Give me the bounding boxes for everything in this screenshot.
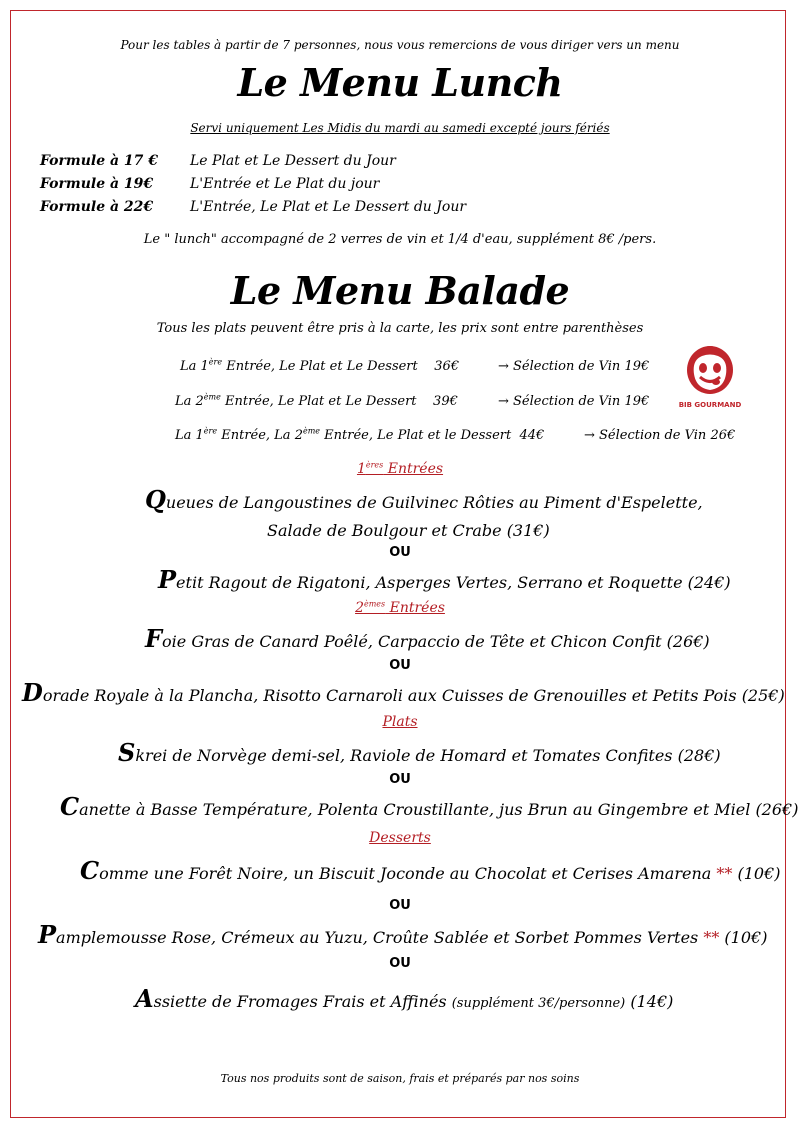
formula-label: Formule à 17 €	[40, 153, 159, 169]
svg-text:BIB GOURMAND: BIB GOURMAND	[678, 401, 742, 409]
dish-line: Petit Ragout de Rigatoni, Asperges Vertes, Serrano et Roquette (24€)	[158, 565, 731, 594]
dish-line: Skrei de Norvège demi-sel, Raviole de Homard et Tomates Confites (28€)	[118, 738, 721, 767]
separator-ou: OU	[389, 956, 411, 971]
dish-line: Pamplemousse Rose, Crémeux au Yuzu, Croûte Sablée et Sorbet Pommes Vertes ** (10€)	[38, 920, 768, 949]
balade-title: Le Menu Balade	[230, 268, 570, 313]
balade-subtitle: Tous les plats peuvent être pris à la carte, les prix sont entre parenthèses	[156, 321, 644, 336]
separator-ou: OU	[389, 772, 411, 787]
balade-price-line: La 2ème Entrée, Le Plat et Le Dessert 39€	[175, 392, 458, 409]
dish-line: Canette à Basse Température, Polenta Croustillante, jus Brun au Gingembre et Miel (26€)	[60, 792, 799, 821]
dish-line: Queues de Langoustines de Guilvinec Rôties au Piment d'Espelette,	[145, 485, 703, 514]
section-heading-entrees-2: 2èmes Entrées	[355, 599, 445, 616]
separator-ou: OU	[389, 898, 411, 913]
dish-line: Foie Gras de Canard Poêlé, Carpaccio de Tête et Chicon Confit (26€)	[145, 624, 710, 653]
footer-note: Tous nos produits sont de saison, frais et préparés par nos soins	[220, 1072, 580, 1085]
section-heading-desserts: Desserts	[369, 830, 431, 846]
dish-line: Dorade Royale à la Plancha, Risotto Carnaroli aux Cuisses de Grenouilles et Petits Pois (25€)	[22, 678, 785, 707]
formula-desc: Le Plat et Le Dessert du Jour	[190, 153, 396, 169]
separator-ou: OU	[389, 545, 411, 560]
formula-desc: L'Entrée et Le Plat du jour	[190, 176, 380, 192]
lunch-title: Le Menu Lunch	[237, 60, 563, 105]
dish-line: Salade de Boulgour et Crabe (31€)	[267, 521, 550, 540]
formula-label: Formule à 19€	[40, 176, 154, 192]
bib-gourmand-logo	[672, 340, 748, 412]
balade-price-line: La 1ère Entrée, La 2ème Entrée, Le Plat et le Dessert 44€	[175, 426, 545, 443]
lunch-subtitle: Servi uniquement Les Midis du mardi au samedi excepté jours fériés	[190, 121, 610, 135]
section-heading-plats: Plats	[382, 714, 418, 730]
dish-line: Assiette de Fromages Frais et Affinés (supplément 3€/personne) (14€)	[135, 984, 674, 1013]
intro-text: Pour les tables à partir de 7 personnes, nous vous remercions de vous diriger vers un menu	[120, 38, 680, 52]
balade-price-line: La 1ère Entrée, Le Plat et Le Dessert 36€	[180, 357, 460, 374]
section-heading-entrees-1: 1ères Entrées	[356, 460, 444, 477]
wine-pairing: → Sélection de Vin 26€	[584, 428, 736, 443]
wine-pairing: → Sélection de Vin 19€	[498, 394, 650, 409]
separator-ou: OU	[389, 658, 411, 673]
formula-label: Formule à 22€	[40, 199, 154, 215]
dish-line: Comme une Forêt Noire, un Biscuit Joconde au Chocolat et Cerises Amarena ** (10€)	[80, 856, 781, 885]
wine-pairing: → Sélection de Vin 19€	[498, 359, 650, 374]
formula-desc: L'Entrée, Le Plat et Le Dessert du Jour	[190, 199, 467, 215]
lunch-wine-note: Le " lunch" accompagné de 2 verres de vin et 1/4 d'eau, supplément 8€ /pers.	[143, 232, 657, 247]
